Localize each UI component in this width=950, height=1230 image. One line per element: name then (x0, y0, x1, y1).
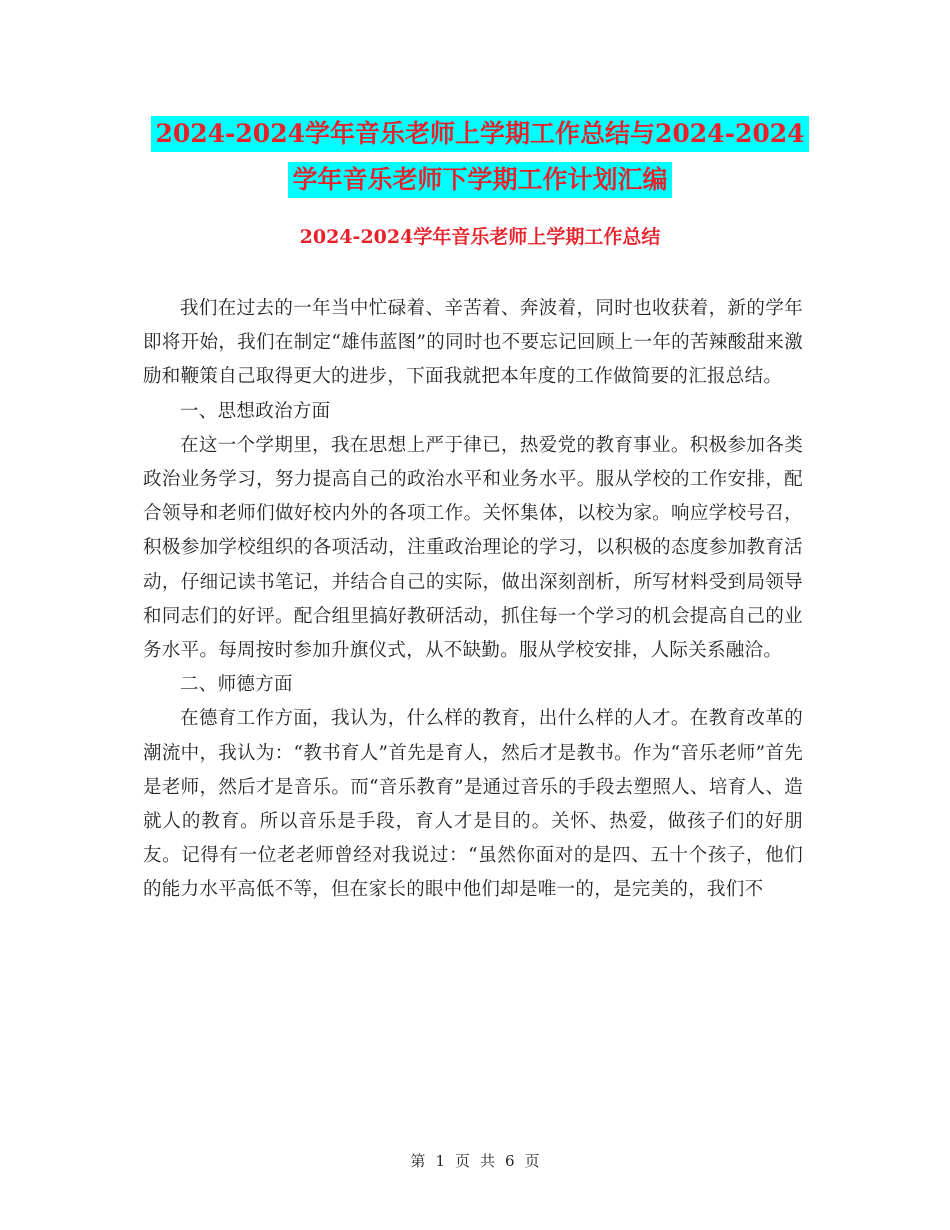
heading-teacher-ethics: 二、师德方面 (180, 674, 293, 696)
footer-total-unit: 页 (524, 1152, 540, 1170)
page-footer (0, 1150, 950, 1172)
heading-ideology-politics: 一、思想政治方面 (180, 400, 331, 422)
paragraph-teacher-ethics: 在德育工作方面，我认为，什么样的教育，出什么样的人才。在教育改革的潮流中，我认为：“教书育人”首先是育人，然后才是教书。作为“音乐老师”首先是老师，然后才是音乐。而“音乐教育”是通过音乐的手段去塑照人、培育人、造就人的教育。所以音乐是手段，育人才是目的。关怀、热爱，做孩子们的好朋友。记得有一位老老师曾经对我说过：“虽然你面对的是四、五十个孩子，他们的能力水平高低不等，但在家长的眼中他们却是唯一的，是完美的，我们不 (143, 708, 803, 901)
footer-page-label: 第 (410, 1152, 426, 1170)
footer-page-unit: 页 (454, 1152, 470, 1170)
paragraph-ideology-politics: 在这一个学期里，我在思想上严于律已，热爱党的教育事业。积极参加各类政治业务学习，努力提高自己的政治水平和业务水平。服从学校的工作安排，配合领导和老师们做好校内外的各项工作。关怀集体，以校为家。响应学校号召，积极参加学校组织的各项活动，注重政治理论的学习，以积极的态度参加教育活动，仔细记读书笔记，并结合自己的实际，做出深刻剖析，所写材料受到局领导和同志们的好评。配合组里搞好教研活动，抓住每一个学习的机会提高自己的业务水平。每周按时参加升旗仪式，从不缺勤。服从学校安排，人际关系融洽。 (143, 434, 803, 662)
document-title-line-2: 学年音乐老师下学期工作计划汇编 (288, 162, 671, 198)
document-body (143, 292, 803, 908)
section-title: 2024-2024学年音乐老师上学期工作总结 (299, 226, 661, 248)
document-title (140, 112, 820, 198)
footer-total-pages: 6 (505, 1152, 515, 1170)
paragraph-intro: 我们在过去的一年当中忙碌着、辛苦着、奔波着，同时也收获着，新的学年即将开始，我们在制定“雄伟蓝图”的同时也不要忘记回顾上一年的苦辣酸甜来激励和鞭策自己取得更大的进步，下面我就把本年度的工作做简要的汇报总结。 (143, 298, 803, 388)
footer-page-number: 1 (435, 1152, 445, 1170)
document-title-line-1: 2024-2024学年音乐老师上学期工作总结与2024-2024 (151, 116, 808, 152)
footer-total-label: 共 (480, 1152, 496, 1170)
